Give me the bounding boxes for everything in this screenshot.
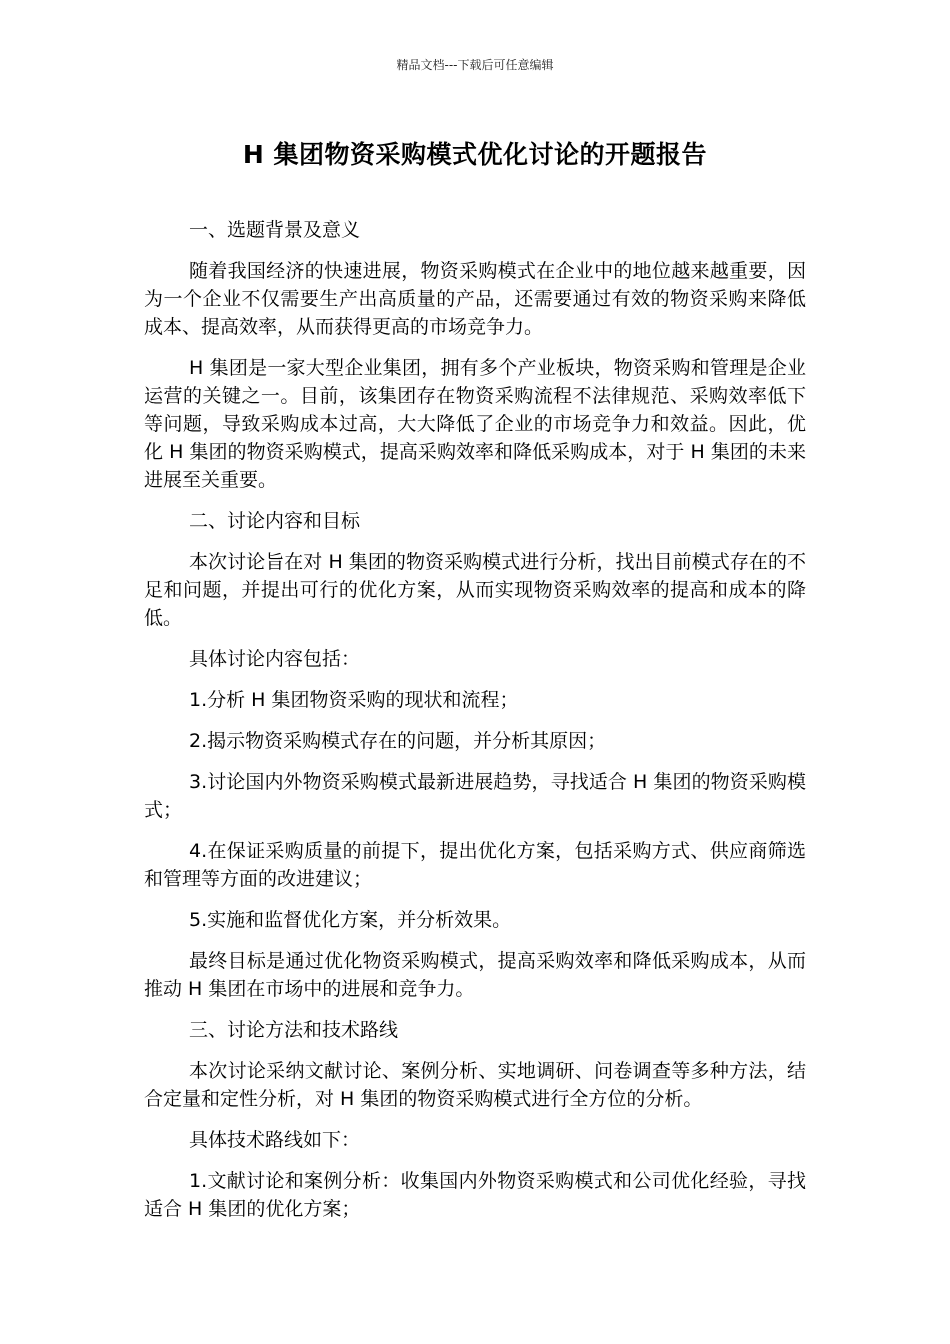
paragraph-content-intro: 本次讨论旨在对 H 集团的物资采购模式进行分析，找出目前模式存在的不足和问题，并提出可行的优化方案，从而实现物资采购效率的提高和成本的降低。 [144,551,806,629]
list-item-route-1: 1.文献讨论和案例分析：收集国内外物资采购模式和公司优化经验，寻找适合 H 集团的优化方案； [144,1170,806,1220]
section-heading-background: 一、选题背景及意义 [189,219,361,241]
section-heading-methods: 三、讨论方法和技术路线 [189,1019,399,1041]
list-item-content-2: 2.揭示物资采购模式存在的问题，并分析其原因； [189,730,607,752]
document-body [144,216,806,1236]
section-heading-content: 二、讨论内容和目标 [189,510,361,532]
paragraph-content-lead: 具体讨论内容包括： [189,648,361,670]
list-item-content-5: 5.实施和监督优化方案，并分析效果。 [189,909,512,931]
list-item-content-4: 4.在保证采购质量的前提下，提出优化方案，包括采购方式、供应商筛选和管理等方面的改进建议； [144,840,806,890]
paragraph-goal: 最终目标是通过优化物资采购模式，提高采购效率和降低采购成本，从而推动 H 集团在市场中的进展和竞争力。 [144,950,806,1000]
paragraph-background-2: H 集团是一家大型企业集团，拥有多个产业板块，物资采购和管理是企业运营的关键之一。目前，该集团存在物资采购流程不法律规范、采购效率低下等问题，导致采购成本过高，大大降低了企业的市场竞争力和效益。因此，优化 H 集团的物资采购模式，提高采购效率和降低采购成本，对于 H 集团的未来进展至关重要。 [144,357,806,491]
paragraph-methods: 本次讨论采纳文献讨论、案例分析、实地调研、问卷调查等多种方法，结合定量和定性分析，对 H 集团的物资采购模式进行全方位的分析。 [144,1060,806,1110]
page-header: 精品文档---下载后可任意编辑 [396,58,554,72]
document-title: H 集团物资采购模式优化讨论的开题报告 [242,140,708,169]
paragraph-route-lead: 具体技术路线如下： [189,1129,361,1151]
list-item-content-1: 1.分析 H 集团物资采购的现状和流程； [189,689,519,711]
list-item-content-3: 3.讨论国内外物资采购模式最新进展趋势，寻找适合 H 集团的物资采购模式； [144,771,806,821]
paragraph-background-1: 随着我国经济的快速进展，物资采购模式在企业中的地位越来越重要，因为一个企业不仅需要生产出高质量的产品，还需要通过有效的物资采购来降低成本、提高效率，从而获得更高的市场竞争力。 [144,260,806,338]
